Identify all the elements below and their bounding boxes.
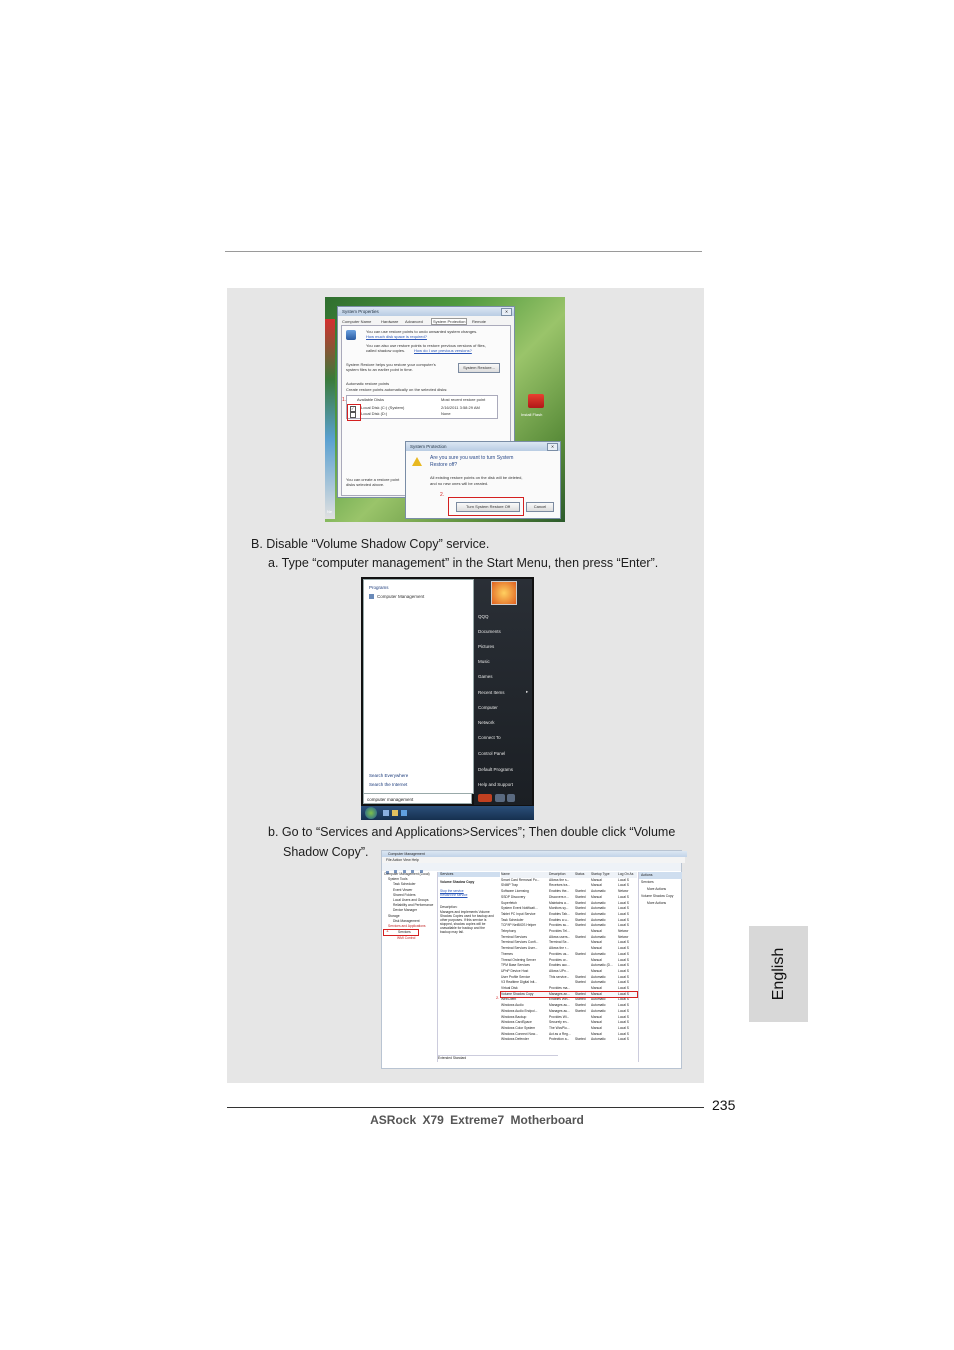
service-startup-type: Automatic — [591, 997, 606, 1002]
cancel-button[interactable]: Cancel — [526, 502, 554, 512]
menu-item-pictures[interactable]: Pictures — [478, 644, 495, 649]
dialog-question-1: Are you sure you want to turn System — [430, 455, 514, 461]
quicklaunch-icon-2[interactable] — [392, 810, 398, 816]
service-startup-type: Automatic — [591, 951, 606, 956]
service-startup-type: Automatic — [591, 974, 606, 979]
tree-services-apps[interactable]: Services and Applications — [388, 924, 426, 929]
service-name: SNMP Trap — [501, 883, 518, 888]
services-list — [501, 872, 637, 1062]
service-description: The WcsPlu... — [549, 1025, 570, 1030]
service-log-on-as: Networ — [618, 889, 629, 894]
actions-more-1[interactable]: More Actions — [647, 887, 667, 891]
menu-item-games[interactable]: Games — [478, 674, 493, 679]
service-name: SSDP Discovery — [501, 894, 526, 899]
view-tabs[interactable]: Extended Standard — [438, 1055, 558, 1061]
arrow-menu-icon[interactable] — [507, 794, 515, 802]
service-status: Started — [575, 991, 586, 996]
service-status: Started — [575, 894, 586, 899]
actions-services: Services — [641, 880, 654, 884]
search-everywhere-link[interactable]: Search Everywhere — [369, 773, 409, 778]
service-log-on-as: Local S — [618, 1031, 629, 1036]
service-name: Virtual Disk — [501, 986, 518, 991]
system-properties-screenshot — [325, 297, 565, 522]
service-log-on-as: Local S — [618, 968, 629, 973]
desc-label: Description: — [440, 905, 458, 909]
service-description: Provides su... — [549, 923, 569, 928]
service-log-on-as: Networ — [618, 934, 629, 939]
service-log-on-as: Local S — [618, 911, 629, 916]
computer-management-screenshot — [381, 850, 682, 1069]
service-status: Started — [575, 900, 586, 905]
step-b-heading: B. Disable “Volume Shadow Copy” service. — [251, 537, 490, 551]
col-available-disks: Available Disks — [357, 397, 385, 402]
auto-restore-sub: Create restore points automatically on the selected disks: — [346, 387, 448, 392]
actions-vsc: Volume Shadow Copy — [641, 894, 674, 898]
tree-storage[interactable]: Storage — [388, 913, 400, 918]
service-description: Enables acc... — [549, 963, 570, 968]
service-startup-type: Automatic — [591, 900, 606, 905]
service-description: Provides or... — [549, 957, 569, 962]
service-log-on-as: Local S — [618, 877, 629, 882]
marker-2: 2. — [496, 995, 500, 1000]
service-description: Allows UPn... — [549, 968, 569, 973]
service-log-on-as: Local S — [618, 1003, 629, 1008]
service-log-on-as: Local S — [618, 894, 629, 899]
bottom-text-2: disks selected above. — [346, 482, 385, 487]
service-status: Started — [575, 1003, 586, 1008]
tree-task-scheduler[interactable]: Task Scheduler — [393, 882, 416, 887]
service-log-on-as: Local S — [618, 1025, 629, 1030]
service-log-on-as: Networ — [618, 929, 629, 934]
step-b2-line2: Shadow Copy”. — [283, 845, 369, 859]
service-description: Securely en... — [549, 1020, 570, 1025]
warning-icon — [412, 457, 422, 466]
service-name: Terminal Services User... — [501, 946, 538, 951]
menu-item-documents[interactable]: Documents — [478, 629, 501, 634]
service-startup-type: Manual — [591, 883, 602, 888]
actions-header: Actions — [639, 872, 682, 879]
footer-rule — [227, 1107, 704, 1108]
cm-toolbar — [382, 863, 681, 871]
service-log-on-as: Local S — [618, 946, 629, 951]
tree-wmi-control[interactable]: WMI Control — [397, 936, 416, 941]
service-name: Task Scheduler — [501, 917, 524, 922]
tab-hardware[interactable]: Hardware — [381, 319, 399, 324]
service-log-on-as: Local S — [618, 940, 629, 945]
restart-service-link[interactable]: Restart the service — [440, 893, 468, 897]
desktop-icon-label: Install Flash — [521, 412, 543, 417]
service-description: Manages an... — [549, 991, 570, 996]
service-name: TPM Base Services — [501, 963, 530, 968]
tree-local-users[interactable]: Local Users and Groups — [393, 898, 429, 903]
start-menu-right-pane — [474, 579, 532, 805]
service-name: WebClient — [501, 997, 517, 1002]
step-b2-line1: b. Go to “Services and Applications>Services”; Then double click “Volume — [268, 825, 676, 839]
stop-service-link[interactable]: Stop the service — [440, 889, 464, 893]
tree-root[interactable]: Computer Management (Local) — [384, 872, 430, 876]
tree-reliability[interactable]: Reliability and Performance — [393, 903, 434, 908]
service-log-on-as: Local S — [618, 980, 629, 985]
programs-label: Programs — [369, 585, 389, 590]
service-startup-type: Automatic — [591, 889, 606, 894]
start-menu-results — [363, 579, 474, 794]
highlight-box-1 — [347, 404, 361, 421]
service-status: Started — [575, 951, 586, 956]
service-status: Started — [575, 980, 586, 985]
service-startup-type: Automatic — [591, 1008, 606, 1013]
service-description: Discovers n... — [549, 894, 569, 899]
service-startup-type: Manual — [591, 991, 602, 996]
menu-item-connect-to[interactable]: Connect To — [478, 735, 501, 740]
service-startup-type: Manual — [591, 1031, 602, 1036]
service-description: Enables Win... — [549, 997, 571, 1002]
cm-tree — [383, 872, 438, 1062]
service-description: Manages au... — [549, 1003, 570, 1008]
system-protection-dialog — [405, 441, 561, 519]
menu-item-control-panel[interactable]: Control Panel — [478, 751, 506, 756]
taskbar — [361, 806, 534, 820]
search-internet-link[interactable]: Search the Internet — [369, 782, 408, 787]
highlight-box-2 — [448, 497, 524, 516]
service-startup-type: Manual — [591, 894, 602, 899]
service-status: Started — [575, 934, 586, 939]
service-startup-type: Automatic (D... — [591, 963, 613, 968]
service-startup-type: Manual — [591, 929, 602, 934]
service-status: Started — [575, 1037, 586, 1042]
menu-item-qqq[interactable]: QQQ — [478, 614, 489, 619]
dialog-close-icon[interactable]: ✕ — [547, 443, 558, 451]
cm-titlebar: Computer Management — [382, 851, 687, 857]
service-log-on-as: Local S — [618, 986, 629, 991]
marker-2: 2. — [440, 492, 445, 498]
page-number: 235 — [712, 1097, 736, 1113]
service-description: Provides Wi... — [549, 1014, 570, 1019]
service-description: This service... — [549, 974, 570, 979]
shadow-text-2: called shadow copies. — [366, 348, 406, 353]
result-computer-management[interactable]: Computer Management — [377, 594, 425, 599]
actions-more-2[interactable]: More Actions — [647, 901, 667, 905]
lock-icon[interactable] — [495, 794, 505, 802]
service-log-on-as: Local S — [618, 923, 629, 928]
service-log-on-as: Local S — [618, 974, 629, 979]
col-description[interactable]: Description — [549, 872, 566, 876]
service-name: Windows Color System — [501, 1025, 536, 1030]
desktop-label: Ne — [327, 509, 333, 514]
shadow-text-1: You can also use restore points to restore previous versions of files, — [366, 343, 486, 348]
language-label: English — [769, 947, 787, 1001]
service-name: Thread Ordering Server — [501, 957, 536, 962]
language-tab — [749, 926, 808, 1022]
service-description: Allows users... — [549, 934, 571, 939]
service-log-on-as: Local S — [618, 997, 629, 1002]
service-description: Provides Tel... — [549, 929, 570, 934]
service-description: Enables the... — [549, 889, 570, 894]
menu-item-recent-items[interactable]: Recent Items — [478, 690, 505, 695]
service-startup-type: Automatic — [591, 917, 606, 922]
service-log-on-as: Local S — [618, 951, 629, 956]
chevron-right-icon: ▸ — [526, 689, 529, 694]
tab-advanced[interactable]: Advanced — [405, 319, 423, 324]
service-description: Protection a... — [549, 1037, 570, 1042]
menu-item-help-support[interactable]: Help and Support — [478, 782, 514, 787]
disk2-date: None — [441, 411, 451, 416]
power-icon[interactable] — [478, 794, 492, 802]
service-name: Windows Audio — [501, 1003, 524, 1008]
tree-device-manager[interactable]: Device Manager — [393, 908, 418, 913]
service-name: Windows Defender — [501, 1037, 529, 1042]
menu-item-computer[interactable]: Computer — [478, 705, 498, 710]
service-log-on-as: Local S — [618, 1008, 629, 1013]
cm-description-pane — [438, 872, 500, 1062]
col-startup-type[interactable]: Startup Type — [591, 872, 610, 876]
service-name: Windows Connect Now... — [501, 1031, 538, 1036]
service-description: Provides us... — [549, 951, 569, 956]
service-description: Maintains a... — [549, 900, 569, 905]
service-startup-type: Manual — [591, 957, 602, 962]
service-startup-type: Manual — [591, 940, 602, 945]
service-log-on-as: Local S — [618, 1014, 629, 1019]
service-row[interactable] — [501, 1037, 637, 1043]
menu-item-network[interactable]: Network — [478, 720, 495, 725]
dialog-info-1: All existing restore points on the disk will be deleted, — [430, 475, 523, 480]
service-name: User Profile Service — [501, 974, 531, 979]
services-header: Services — [438, 872, 500, 877]
tree-disk-management[interactable]: Disk Management — [393, 918, 420, 923]
service-name: Superfetch — [501, 900, 517, 905]
disk2-name: Local Disk (D:) — [361, 411, 388, 416]
service-description: Monitors sy... — [549, 906, 569, 911]
service-log-on-as: Local S — [618, 900, 629, 905]
service-status: Started — [575, 1008, 586, 1013]
tab-remote[interactable]: Remote — [472, 319, 487, 324]
close-icon[interactable]: ✕ — [501, 308, 512, 316]
intro-text: You can use restore points to undo unwanted system changes. — [366, 329, 478, 334]
disk1-date: 2/16/2011 3:58:29 AM — [441, 405, 480, 410]
restore-text-1: System Restore helps you restore your computer's — [346, 362, 436, 367]
user-picture — [491, 581, 517, 605]
service-status: Started — [575, 923, 586, 928]
tree-shared-folders[interactable]: Shared Folders — [393, 892, 416, 897]
disk-space-link[interactable]: How much disk space is required? — [366, 334, 427, 339]
service-status: Started — [575, 917, 586, 922]
service-status: Started — [575, 889, 586, 894]
disk1-checkbox[interactable]: ✓ — [351, 406, 355, 411]
marker-1: 1. — [342, 397, 347, 403]
service-log-on-as: Local S — [618, 957, 629, 962]
flash-icon[interactable] — [528, 394, 544, 408]
service-startup-type: Manual — [591, 877, 602, 882]
system-restore-button[interactable]: System Restore... — [458, 363, 500, 373]
restore-text-2: system files to an earlier point in time. — [346, 367, 413, 372]
window-titlebar: System Properties — [338, 307, 514, 316]
quicklaunch-icon-1[interactable] — [383, 810, 389, 816]
disk1-name: Local Disk (C:) (System) — [361, 405, 405, 410]
actions-pane — [638, 872, 682, 1062]
tree-event-viewer[interactable]: Event Viewer — [393, 887, 413, 892]
service-name: Tablet PC Input Service — [501, 911, 536, 916]
service-log-on-as: Local S — [618, 1037, 629, 1042]
menu-item-default-programs[interactable]: Default Programs — [478, 767, 514, 772]
col-status[interactable]: Status — [575, 872, 585, 876]
top-rule — [225, 251, 702, 252]
dialog-question-2: Restore off? — [430, 462, 458, 468]
service-description: Enables Tab... — [549, 911, 570, 916]
disk-list — [346, 395, 498, 419]
menu-item-music[interactable]: Music — [478, 659, 490, 664]
auto-restore-label: Automatic restore points — [346, 381, 390, 386]
desc-title: Volume Shadow Copy — [440, 880, 475, 884]
service-name: Terminal Services — [501, 934, 528, 939]
service-description: Allows the s... — [549, 877, 570, 882]
marker-1: 1. — [386, 928, 390, 933]
service-name: System Event Notificati... — [501, 906, 538, 911]
tree-system-tools[interactable]: System Tools — [388, 877, 408, 882]
service-description: Act as a Reg... — [549, 1031, 571, 1036]
tab-system-protection[interactable]: System Protection — [433, 319, 466, 324]
desc-body: Manages and implements Volume Shadow Copies used for backup and other purposes. If this service is stopped, shadow copies will be unavailable for backup and the backup may fail. — [440, 910, 494, 934]
service-description: Terminal Se... — [549, 940, 570, 945]
service-startup-type: Manual — [591, 968, 602, 973]
service-log-on-as: Local S — [618, 1020, 629, 1025]
service-name: Volume Shadow Copy — [501, 991, 534, 996]
service-status: Started — [575, 997, 586, 1002]
service-log-on-as: Local S — [618, 906, 629, 911]
col-log-on-as[interactable]: Log On As — [618, 872, 634, 876]
tab-computer-name[interactable]: Computer Name — [342, 319, 372, 324]
service-status: Started — [575, 906, 586, 911]
desktop-left-strip — [325, 319, 335, 519]
service-description: Manages au... — [549, 1008, 570, 1013]
service-name: Windows CardSpace — [501, 1020, 532, 1025]
service-startup-type: Automatic — [591, 1003, 606, 1008]
service-name: Smart Card Removal Po... — [501, 877, 540, 882]
computer-management-icon — [369, 594, 374, 599]
service-startup-type: Automatic — [591, 911, 606, 916]
service-name: Windows Audio Endpoi... — [501, 1008, 538, 1013]
step-a-instruction: a. Type “computer management” in the Start Menu, then press “Enter”. — [268, 556, 659, 570]
service-startup-type: Automatic — [591, 906, 606, 911]
turn-restore-off-button[interactable]: Turn System Restore Off — [456, 502, 520, 512]
service-status: Started — [575, 974, 586, 979]
service-startup-type: Automatic — [591, 934, 606, 939]
cm-menubar[interactable]: File Action View Help — [382, 857, 685, 863]
start-search-input[interactable]: computer management — [363, 793, 472, 804]
service-startup-type: Manual — [591, 946, 602, 951]
start-orb-icon[interactable] — [365, 807, 377, 819]
service-description: Enables a u... — [549, 917, 570, 922]
service-name: Themes — [501, 951, 513, 956]
dialog-info-2: and no new ones will be created. — [430, 481, 489, 486]
service-name: Telephony — [501, 929, 517, 934]
service-startup-type: Automatic — [591, 980, 606, 985]
service-log-on-as: Local S — [618, 963, 629, 968]
start-menu-screenshot — [361, 577, 534, 820]
footer-text: ASRock X79 Extreme7 Motherboard — [370, 1113, 584, 1127]
dialog-titlebar: System Protection — [406, 442, 560, 451]
previous-versions-link[interactable]: How do I use previous versions? — [414, 348, 472, 353]
tree-services[interactable]: Services — [383, 929, 419, 936]
quicklaunch-icon-3[interactable] — [401, 810, 407, 816]
col-name[interactable]: Name — [501, 872, 510, 876]
service-name: Windows Backup — [501, 1014, 527, 1019]
service-status: Started — [575, 911, 586, 916]
service-description: Allows the r... — [549, 946, 569, 951]
service-name: Terminal Services Confi... — [501, 940, 539, 945]
service-name: UPnP Device Host — [501, 968, 529, 973]
col-recent-restore: Most recent restore point — [441, 397, 486, 402]
service-log-on-as: Local S — [618, 917, 629, 922]
computer-shield-icon — [346, 330, 356, 340]
service-name: TCP/IP NetBIOS Helper — [501, 923, 537, 928]
service-startup-type: Manual — [591, 1014, 602, 1019]
service-startup-type: Manual — [591, 1020, 602, 1025]
service-startup-type: Manual — [591, 1025, 602, 1030]
service-log-on-as: Local S — [618, 883, 629, 888]
bottom-text-1: You can create a restore point — [346, 477, 400, 482]
service-startup-type: Automatic — [591, 1037, 606, 1042]
service-description: Receives tra... — [549, 883, 571, 888]
service-name: Software Licensing — [501, 889, 529, 894]
service-startup-type: Manual — [591, 986, 602, 991]
service-name: V3 Realtime Digital Init... — [501, 980, 538, 985]
service-log-on-as: Local S — [618, 991, 629, 996]
service-description: Provides ma... — [549, 986, 571, 991]
service-startup-type: Automatic — [591, 923, 606, 928]
